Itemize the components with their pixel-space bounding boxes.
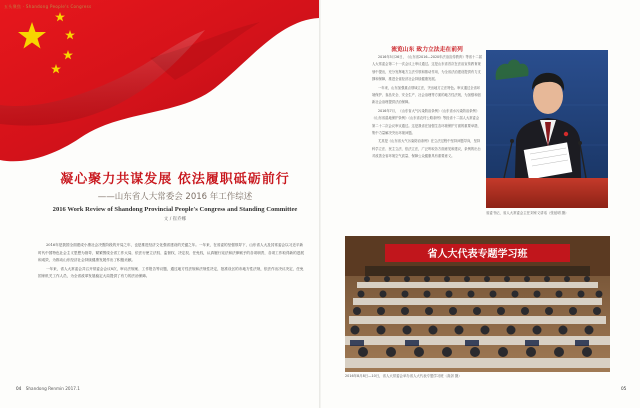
right-column-text (372, 54, 482, 162)
left-paragraph: 2016年是我国全面建成小康社会决胜阶段的开局之年，也是推进经济文化强省建设的关键之年。一年来，在省委的坚强领导下，山东省人大及其常委会以习近平新时代中国特色社会主义思想为指导，紧紧围绕全省工作大局，依法行使立法权、监督权、决定权、任免权，认真履行宪法和法律赋予的各项职责，各项工作取得新的进展和成效，为推动山东经济社会持续健康发展作出了积极贡献。 (38, 243, 304, 263)
banner-text: 省人大代表专题学习班 (427, 249, 528, 260)
right-paragraph: 尤其是《山东省大气污染防治条例》在立法过程中坚持问题导向，坚持科学立法、民主立法、依法立法，广泛听取各方面意见和建议，条例的出台对改善全省环境空气质量、保障公众健康具有重要意义。 (372, 139, 481, 159)
header-strip: 五头聚焦 · Shandong People's Congress (4, 4, 92, 9)
article-english-title: 2016 Work Review of Shandong Provincial People's Congress and Standing Committee (52, 206, 298, 213)
right-page-number: 05 (621, 386, 627, 391)
speaker-image (486, 50, 608, 208)
article-subtitle: ——山东省人大常委会 2016 年工作综述 (97, 192, 253, 202)
left-paragraph: 一年来，省人大常委会共召开常委会会议8次，审议法规案、工作报告等议题，通过地方性法规和法规性决定，批准设区的市地方性法规，依法作出决议决定，任免国家机关工作人员，为全省改革发展稳定大局提供了有力的法治保障。 (38, 266, 304, 279)
article-author: 文 / 崔乔娜 (163, 217, 187, 222)
article-title: 凝心聚力共谋发展 依法履职砥砺前行 (60, 172, 290, 187)
china-flag-icon (0, 0, 319, 175)
conference-image (345, 236, 610, 372)
right-paragraph: 2016年5月26日，《山东省2016—2020年法治宣传教育》等省十二届人大常委会第二十一次会议上审议通过。这是山东省首次在法治宣传教育规划中提出，充分发挥地方立法引领和推动作用，为全省法治建设提供有力支撑和保障，推进全省经济社会持续健康发展。 (372, 55, 482, 82)
section-title: 流览山东 致力立法走在前列 (391, 47, 463, 53)
speaker-photo-caption: 省委书记、省人大常委会主任刘家义讲话（张延明 摄） (486, 211, 569, 215)
right-page (321, 0, 640, 408)
left-page (0, 0, 319, 408)
conference-photo (345, 236, 610, 372)
left-body-text (38, 242, 306, 282)
speaker-photo (486, 50, 608, 208)
right-paragraph: 一年来，山东加强重点领域立法，突出地方立法特色。审议通过全省环境保护、食品安全、安全生产、社会治理等方面的地方性法规，为加强和创新社会治理提供法治保障。 (372, 85, 481, 105)
article-title-block (40, 168, 310, 222)
magazine-name: Shandong Renmin 2017.1 (25, 386, 80, 391)
left-footer (16, 386, 80, 391)
left-page-number: 04 (16, 386, 22, 391)
conference-photo-caption: 2016年8月8日—10日，省人大常委会举办省人大代表专题学习班（高剑 摄） (345, 374, 462, 378)
right-paragraph: 2016年7月，《山东省大气污染防治条例》《山东省水污染防治条例》《山东省湿地保护条例》《山东省农村公路条例》等经省十二届人大常委会第二十二次会议审议通过。这是我省在加强生态环境保护方面的重要举措，集中力量解决突出环境问题。 (372, 108, 481, 136)
